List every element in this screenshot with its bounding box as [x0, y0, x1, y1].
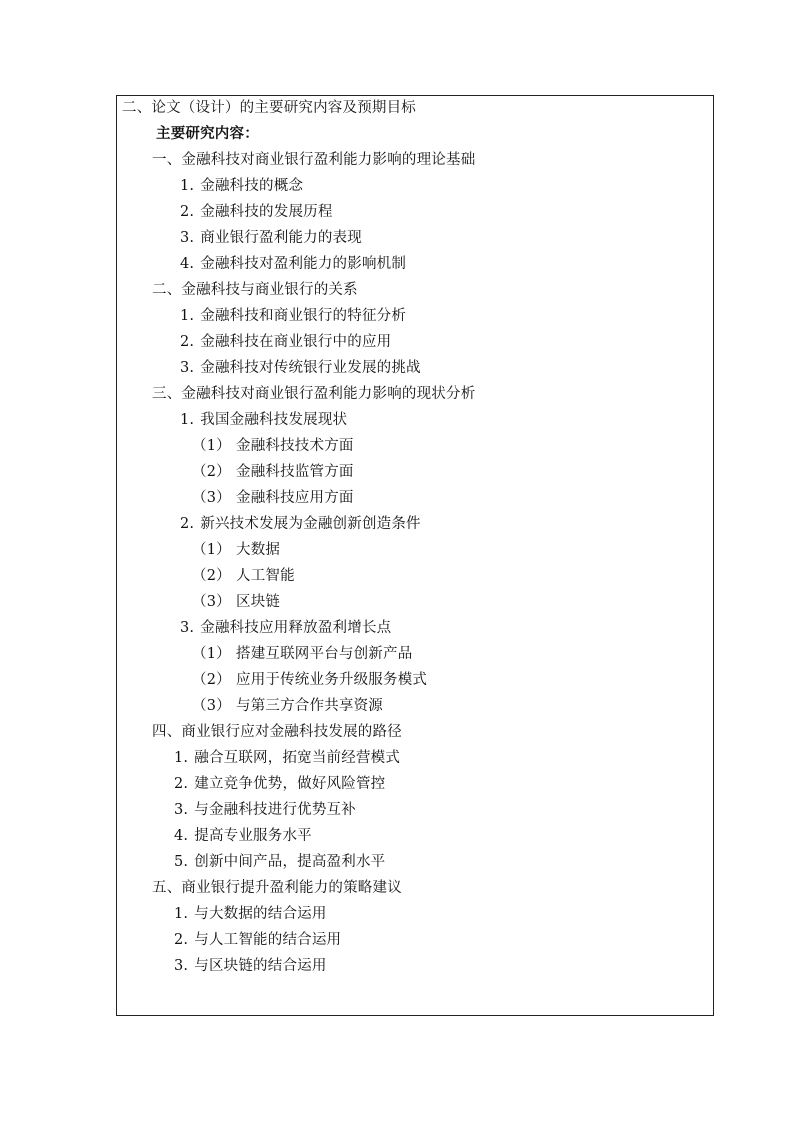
chapter-2-title: 二、金融科技与商业银行的关系: [152, 282, 358, 298]
outline-item: 1. 与大数据的结合运用: [174, 906, 327, 922]
outline-item: 3. 金融科技应用释放盈利增长点: [180, 620, 392, 636]
outline-item: 2. 金融科技的发展历程: [180, 204, 333, 220]
chapter-5-title: 五、商业银行提升盈利能力的策略建议: [152, 880, 402, 896]
outline-subitem: （1） 大数据: [192, 542, 281, 558]
section-heading: 二、论文（设计）的主要研究内容及预期目标: [122, 100, 416, 116]
outline-item: 2. 新兴技术发展为金融创新创造条件: [180, 516, 421, 532]
outline-item: 1. 融合互联网，拓宽当前经营模式: [174, 750, 401, 766]
outline-item: 2. 与人工智能的结合运用: [174, 932, 342, 948]
outline-subitem: （2） 金融科技监管方面: [192, 464, 354, 480]
outline-subitem: （3） 金融科技应用方面: [192, 490, 354, 506]
outline-item: 3. 与区块链的结合运用: [174, 958, 327, 974]
outline-subitem: （2） 人工智能: [192, 568, 295, 584]
outline-item: 1. 我国金融科技发展现状: [180, 412, 348, 428]
chapter-3-title: 三、金融科技对商业银行盈利能力影响的现状分析: [152, 386, 476, 402]
outline-subitem: （1） 搭建互联网平台与创新产品: [192, 646, 413, 662]
outline-item: 2. 建立竞争优势，做好风险管控: [174, 776, 386, 792]
outline-item: 1. 金融科技和商业银行的特征分析: [180, 308, 407, 324]
outline-item: 3. 与金融科技进行优势互补: [174, 802, 356, 818]
main-content-subheading: 主要研究内容：: [156, 126, 259, 142]
chapter-1-title: 一、金融科技对商业银行盈利能力影响的理论基础: [152, 152, 476, 168]
outline-item: 4. 金融科技对盈利能力的影响机制: [180, 256, 407, 272]
outline-item: 2. 金融科技在商业银行中的应用: [180, 334, 392, 350]
outline-item: 4. 提高专业服务水平: [174, 828, 312, 844]
chapter-4-title: 四、商业银行应对金融科技发展的路径: [152, 724, 402, 740]
outline-item: 1. 金融科技的概念: [180, 178, 304, 194]
outline-subitem: （3） 区块链: [192, 594, 281, 610]
outline-subitem: （3） 与第三方合作共享资源: [192, 698, 383, 714]
outline-item: 3. 金融科技对传统银行业发展的挑战: [180, 360, 421, 376]
outline-item: 3. 商业银行盈利能力的表现: [180, 230, 362, 246]
outline-subitem: （2） 应用于传统业务升级服务模式: [192, 672, 428, 688]
outline-item: 5. 创新中间产品，提高盈利水平: [174, 854, 386, 870]
outline-subitem: （1） 金融科技技术方面: [192, 438, 354, 454]
